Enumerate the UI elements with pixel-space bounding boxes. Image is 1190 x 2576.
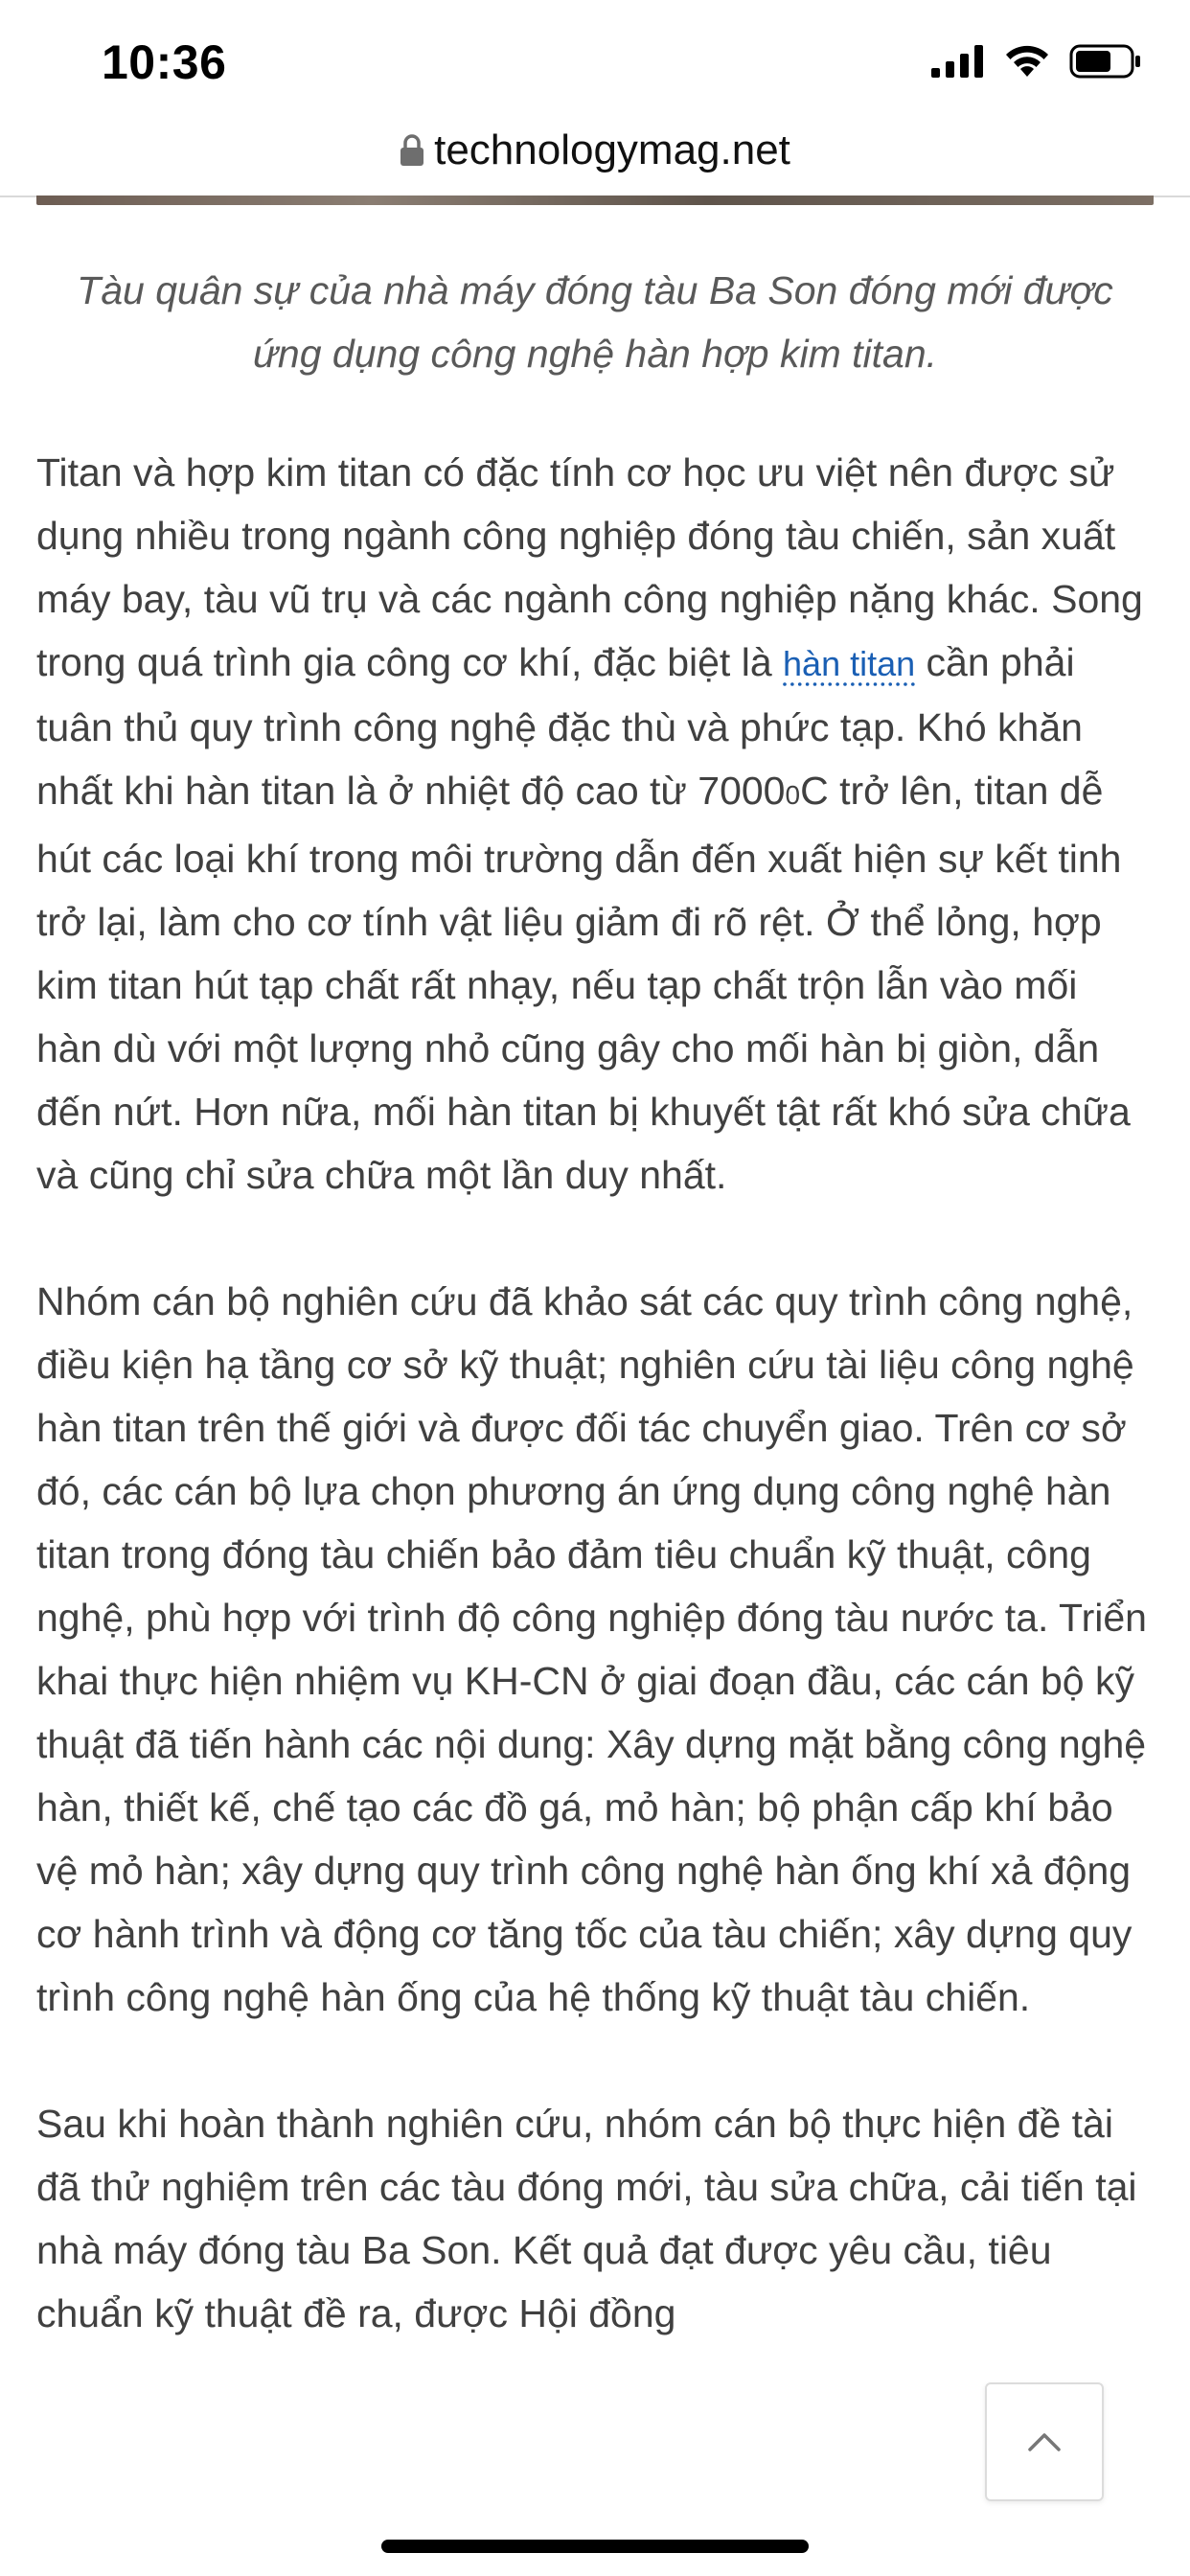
article-paragraph-1 <box>36 441 1154 1207</box>
chevron-up-icon <box>1027 2431 1062 2452</box>
battery-icon <box>1069 44 1142 79</box>
han-titan-link[interactable]: hàn titan <box>783 644 916 683</box>
url-text: technologymag.net <box>434 126 790 173</box>
address-bar[interactable] <box>0 105 1190 197</box>
article-paragraph-3: Sau khi hoàn thành nghiên cứu, nhóm cán bộ thực hiện đề tài đã thử nghiệm trên các tàu đóng mới, tàu sửa chữa, cải tiến tại nhà máy đóng tàu Ba Son. Kết quả đạt được yêu cầu, tiêu chuẩn kỹ thuật đề ra, được Hội đồng <box>36 2102 1137 2335</box>
status-time: 10:36 <box>102 35 227 89</box>
paragraph-1-text-c: C trở lên, titan dễ hút các loại khí trong môi trường dẫn đến xuất hiện sự kết tinh trở lại, làm cho cơ tính vật liệu giảm đi rõ rệt. Ở thể lỏng, hợp kim titan hút tạp chất rất nhạy, nếu tạp chất trộn lẫn vào mối hàn dù với một lượng nhỏ cũng gây cho mối hàn bị giòn, dẫn đến nứt. Hơn nữa, mối hàn titan bị khuyết tật rất khó sửa chữa và cũng chỉ sửa chữa một lần duy nhất. <box>36 769 1131 1197</box>
article-image-edge <box>36 196 1154 205</box>
article-paragraph-2: Nhóm cán bộ nghiên cứu đã khảo sát các quy trình công nghệ, điều kiện hạ tầng cơ sở kỹ thuật; nghiên cứu tài liệu công nghệ hàn titan trên thế giới và được đối tác chuyển giao. Trên cơ sở đó, các cán bộ lựa chọn phương án ứng dụng công nghệ hàn titan trong đóng tàu chiến bảo đảm tiêu chuẩn kỹ thuật, công nghệ, phù hợp với trình độ công nghiệp đóng tàu nước ta. Triển khai thực hiện nhiệm vụ KH-CN ở giai đoạn đầu, các cán bộ kỹ thuật đã tiến hành các nội dung: Xây dựng mặt bằng công nghệ hàn, thiết kế, chế tạo các đồ gá, mỏ hàn; bộ phận cấp khí bảo vệ mỏ hàn; xây dựng quy trình công nghệ hàn ống khí xả động cơ hành trình và động cơ tăng tốc của tàu chiến; xây dựng quy trình công nghệ hàn ống của hệ thống kỹ thuật tàu chiến. <box>36 1279 1147 2019</box>
paragraph-1-text-b: cần phải tuân thủ quy trình công nghệ đặc thù và phức tạp. Khó khăn nhất khi hàn titan là ở nhiệt độ cao từ 7000 <box>36 640 1083 813</box>
status-icons <box>931 42 1142 80</box>
status-bar <box>0 0 1190 115</box>
paragraph-1-text-a: Titan và hợp kim titan có đặc tính cơ học ưu việt nên được sử dụng nhiều trong ngành công nghiệp đóng tàu chiến, sản xuất máy bay, tàu vũ trụ và các ngành công nghiệp nặng khác. Song trong quá trình gia công cơ khí, đặc biệt là <box>36 450 1143 684</box>
home-indicator <box>381 2540 809 2553</box>
wifi-icon <box>1004 44 1050 79</box>
signal-icon <box>931 45 985 78</box>
degree-mark: 0 <box>785 780 801 810</box>
scroll-to-top-button[interactable] <box>985 2382 1104 2501</box>
image-caption: Tàu quân sự của nhà máy đóng tàu Ba Son đóng mới được ứng dụng công nghệ hàn hợp kim titan. <box>77 268 1113 376</box>
lock-icon <box>400 134 424 167</box>
article-content <box>36 259 1154 2408</box>
